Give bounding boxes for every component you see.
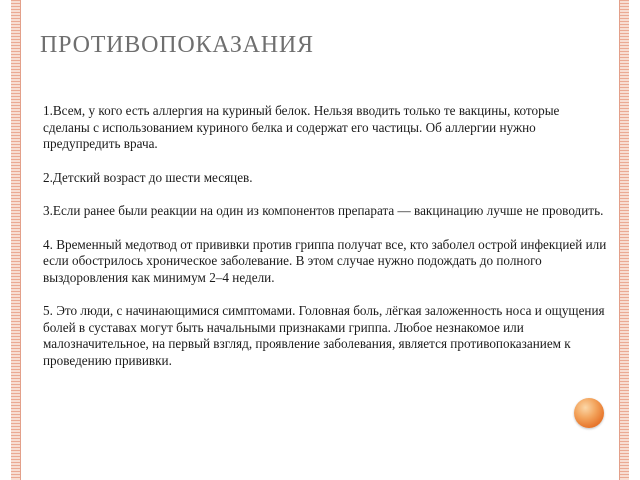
- list-item: 4. Временный медотвод от прививки против гриппа получат все, кто заболел острой инфекцией или если обострилось хроническое заболевание. В этом случае нужно подождать до полного выздоровления как минимум 2–4 недели.: [43, 236, 607, 285]
- left-decorative-stripes: [11, 0, 20, 480]
- decorative-orb-icon: [574, 398, 604, 428]
- list-item: 1.Всем, у кого есть аллергия на куриный белок. Нельзя вводить только те вакцины, которые сделаны с использованием куриного белка и содержат его частицы. Об аллергии нужно предупредить врача.: [43, 103, 560, 151]
- list-item: 2.Детский возраст до шести месяцев.: [43, 169, 253, 185]
- left-border-line: [20, 0, 21, 480]
- slide-title: ПРОТИВОПОКАЗАНИЯ: [40, 32, 314, 58]
- list-item: 5. Это люди, с начинающимися симптомами. Головная боль, лёгкая заложенность носа и ощущения болей в суставах могут быть начальными признаками гриппа. Любое незнакомое или малозначительное, на первый взгляд, проявление заболевания, является противопоказанием к проведению прививки.: [43, 303, 605, 368]
- list-item: 3.Если ранее были реакции на один из компонентов препарата — вакцинацию лучше не проводить.: [43, 203, 604, 218]
- slide-content: [43, 103, 609, 386]
- right-decorative-stripes: [620, 0, 629, 480]
- right-border-line: [619, 0, 620, 480]
